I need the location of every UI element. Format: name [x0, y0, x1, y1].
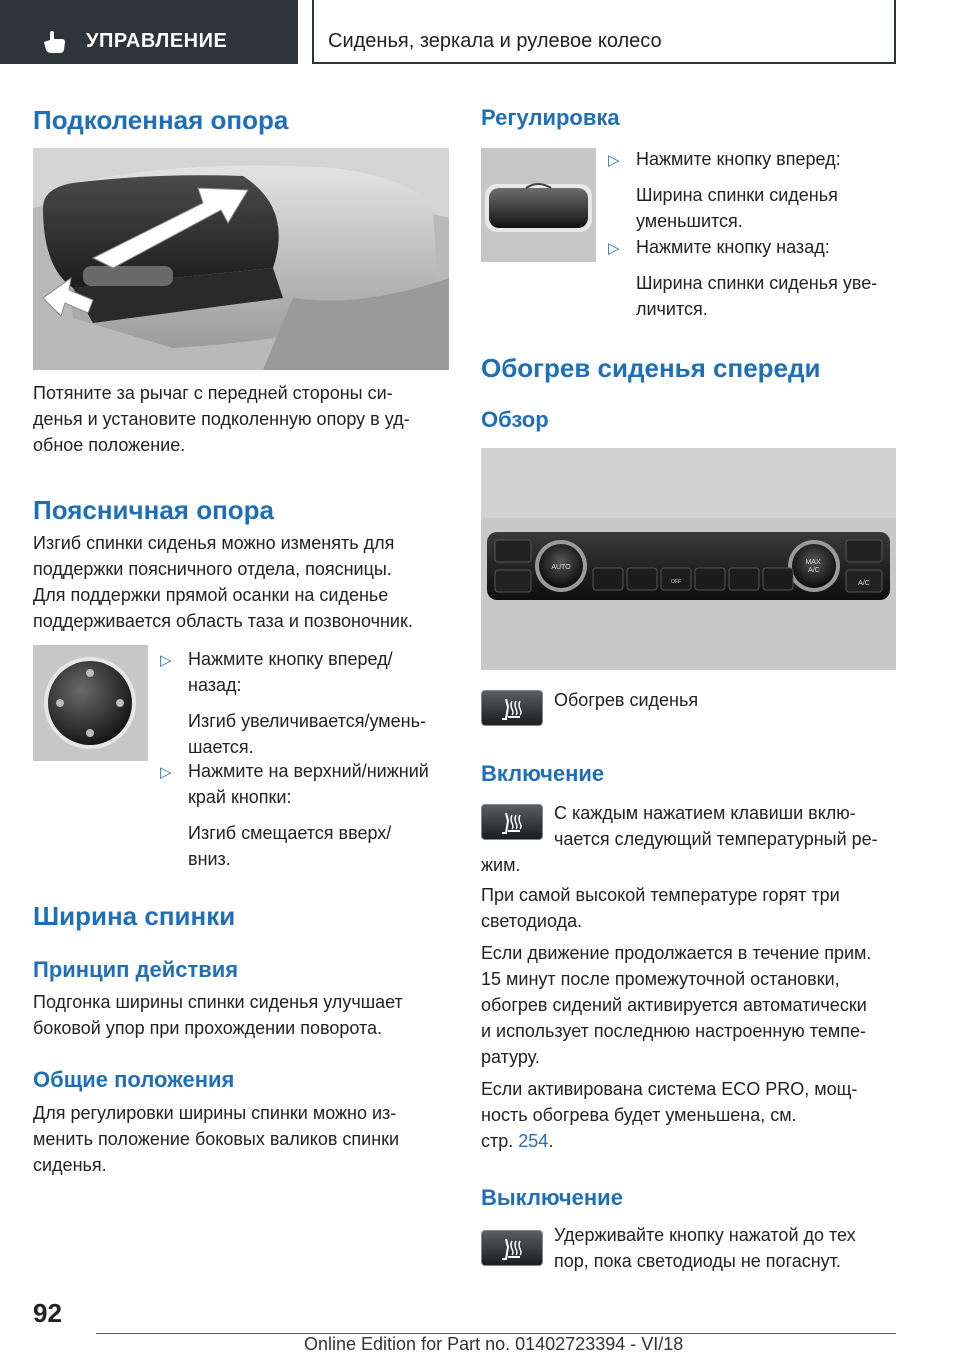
page-number: 92	[33, 1298, 62, 1328]
lumbar-step-2	[160, 758, 450, 872]
general-text: Для регулировки ширины спинки можно из- менить положение боковых валиков спинки сиденья.	[33, 1103, 400, 1175]
knee-support-title: Подколенная опора	[33, 105, 289, 135]
lumbar-step-2-result: Изгиб смещается вверх/ вниз.	[188, 823, 392, 869]
overview-title: Обзор	[481, 407, 549, 432]
adjust-step-2-result: Ширина спинки сиденья уве- личится.	[636, 273, 878, 319]
seat-heating-caption: Обогрев сиденья	[554, 690, 699, 710]
lumbar-support-text: Изгиб спинки сиденья можно изменять для поддержки поясничного отдела, поясницы. Для поддержки прямой осанки на сиденье поддерживается область таза и позвоночник.	[33, 533, 413, 631]
lumbar-step-1-action: Нажмите кнопку вперед/ назад:	[188, 649, 393, 695]
adjust-step-2	[608, 234, 898, 322]
adjust-step-1-result: Ширина спинки сиденья уменьшится.	[636, 185, 838, 231]
panel-off-label: OFF	[671, 579, 681, 585]
step-triangle-icon: ▷	[160, 652, 172, 669]
seat-heating-icon	[496, 1235, 530, 1263]
step-triangle-icon: ▷	[608, 240, 620, 257]
adjust-title: Регулировка	[481, 105, 620, 130]
switch-on-text-1: С каждым нажатием клавиши вклю- чается следующий температурный ре-	[554, 803, 878, 849]
backrest-width-title: Ширина спинки	[33, 901, 236, 931]
switch-off-text: Удерживайте кнопку нажатой до тех пор, пока светодиоды не погаснут.	[554, 1225, 856, 1271]
panel-auto-label: AUTO	[551, 564, 571, 571]
step-triangle-icon: ▷	[160, 764, 172, 781]
principle-text: Подгонка ширины спинки сиденья улучшает боковой упор при прохождении поворота.	[33, 992, 403, 1038]
adjust-step-1	[608, 146, 898, 234]
panel-max-label-line1: MAX	[805, 559, 821, 566]
lumbar-button-photo	[33, 645, 148, 761]
step-triangle-icon: ▷	[608, 152, 620, 169]
lumbar-step-2-action: Нажмите на верхний/нижний край кнопки:	[188, 761, 429, 807]
general-title: Общие положения	[33, 1067, 235, 1092]
switch-on-title: Включение	[481, 761, 605, 786]
eco-pro-text: Если активирована система ECO PRO, мощ- ность обогрева будет уменьшена, см. стр.	[481, 1079, 858, 1151]
switch-on-text-1b: жим.	[481, 855, 521, 875]
seat-heating-button-icon-on	[481, 804, 543, 840]
panel-ac-label: A/C	[858, 580, 870, 587]
lumbar-support-title: Поясничная опора	[33, 495, 275, 525]
seat-heating-icon	[496, 809, 530, 837]
switch-on-text-3: Если движение продолжается в течение прим. 15 минут после промежуточной остановки, обогрев сидений активируется автоматически и использует последнюю настроенную темпе- ратуру.	[481, 943, 872, 1067]
chapter-label: Сиденья, зеркала и рулевое колесо	[328, 30, 662, 52]
width-button-photo	[481, 148, 596, 262]
switch-on-text-2: При самой высокой температуре горят три светодиода.	[481, 885, 840, 931]
adjust-step-1-action: Нажмите кнопку вперед:	[636, 149, 841, 169]
header-chapter-tab	[312, 0, 896, 64]
page-link-254[interactable]: 254	[518, 1131, 549, 1151]
climate-panel-photo	[481, 448, 896, 670]
eco-pro-text-end: .	[548, 1131, 554, 1151]
seat-heating-button-icon	[481, 690, 543, 726]
principle-title: Принцип действия	[33, 957, 239, 982]
edition-text: Online Edition for Part no. 01402723394 - VI/18	[304, 1334, 684, 1354]
adjust-step-2-action: Нажмите кнопку назад:	[636, 237, 830, 257]
lumbar-step-1	[160, 646, 450, 760]
section-label: УПРАВЛЕНИЕ	[86, 30, 228, 52]
switch-off-title: Выключение	[481, 1185, 623, 1210]
seat-heating-icon	[496, 695, 530, 723]
seat-heating-title: Обогрев сиденья спереди	[481, 353, 821, 383]
switch-on-text-4	[481, 1076, 896, 1154]
seat-heating-button-icon-off	[481, 1230, 543, 1266]
knee-support-text: Потяните за рычаг с передней стороны си- денья и установите подколенную опору в уд- обное положение.	[33, 383, 410, 455]
knee-support-photo	[33, 148, 449, 370]
hand-pointer-icon	[40, 30, 68, 54]
lumbar-step-1-result: Изгиб увеличивается/умень- шается.	[188, 711, 426, 757]
panel-max-label-line2: A/C	[808, 567, 820, 574]
header-section-tab	[0, 0, 298, 64]
